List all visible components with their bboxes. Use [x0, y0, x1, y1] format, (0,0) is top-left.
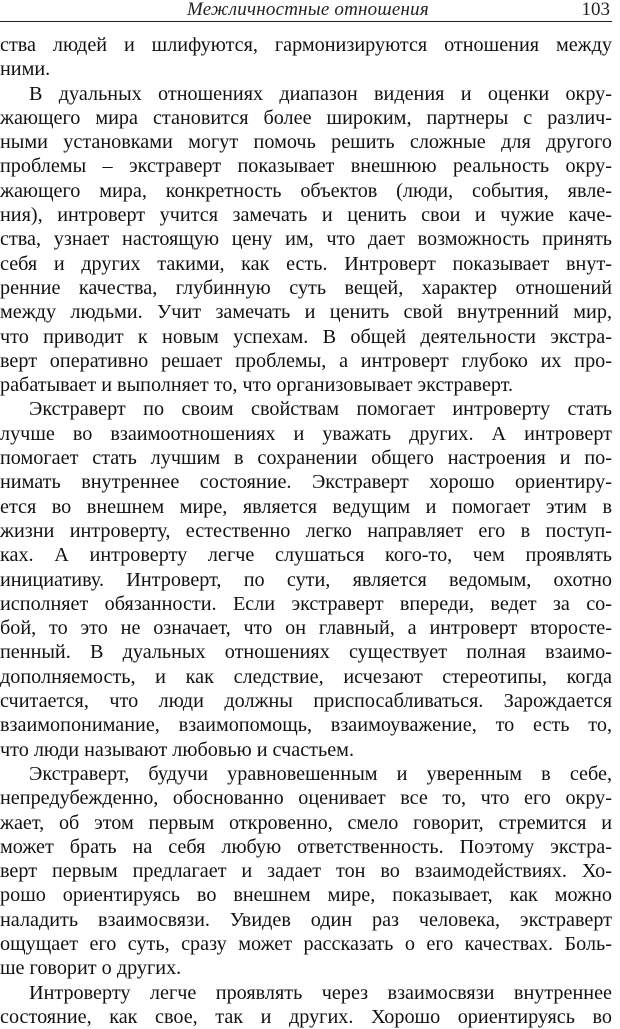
- text-line: ется во внешнем мире, является ведущим и помогает этим в: [0, 495, 612, 518]
- text-line: бой, то это не означает, что он главный, а интроверт второсте-: [0, 617, 612, 640]
- text-line: что люди называют любовью и счастьем.: [0, 738, 354, 761]
- text-line: жизни интроверту, естественно легко направляет его в поступ-: [0, 519, 612, 542]
- text-line: верт оперативно решает проблемы, а интроверт глубоко их про-: [0, 349, 612, 372]
- text-line: исполняет обязанности. Если экстраверт впереди, ведет за со-: [0, 592, 612, 615]
- chapter-title: Межличностные отношения: [187, 0, 429, 20]
- text-line: ства людей и шлифуются, гармонизируются отношения между: [0, 34, 612, 56]
- text-line: ными установками могут помочь решить сложные для другого: [0, 131, 612, 154]
- text-line: считается, что люди должны приспосабливаться. Зарождается: [0, 690, 612, 713]
- text-line: жает, об этом первым откровенно, смело говорит, стремится и: [0, 811, 612, 834]
- text-line: нимать внутреннее состояние. Экстраверт хорошо ориентиру-: [0, 471, 612, 494]
- text-line: лучше во взаимоотношениях и уважать других. А интроверт: [0, 422, 612, 445]
- text-line: помогает стать лучшим в сохранении общего настроения и по-: [0, 447, 612, 470]
- text-line: ках. А интроверту легче слушаться кого-то, чем проявлять: [0, 544, 612, 567]
- text-line: непредубежденно, обоснованно оценивает все то, что его окру-: [0, 787, 612, 810]
- text-line: ощущает его суть, сразу может рассказать о его качествах. Боль-: [0, 932, 612, 955]
- text-line: взаимопонимание, взаимопомощь, взаимоуважение, то есть то,: [0, 714, 612, 737]
- text-line: ния), интроверт учится замечать и ценить свои и чужие каче-: [0, 204, 612, 227]
- text-line: Экстраверт по своим свойствам помогает интроверту стать: [29, 398, 612, 421]
- text-line: верт первым предлагает и задает тон во взаимодействиях. Хо-: [0, 860, 612, 883]
- text-line: пенный. В дуальных отношениях существует полная взаимо-: [0, 641, 612, 664]
- page-number: 103: [581, 0, 610, 20]
- text-line: рошо ориентируясь во внешнем мире, показывает, как можно: [0, 884, 612, 907]
- text-line: дополняемость, и как следствие, исчезают стереотипы, когда: [0, 665, 612, 688]
- text-line: ними.: [0, 58, 51, 81]
- body-text: [0, 33, 612, 1029]
- text-line: инициативу. Интроверт, по сути, является ведомым, охотно: [0, 568, 612, 591]
- text-line: жающего мира становится более широким, партнеры с различ-: [0, 106, 612, 129]
- text-line: проблемы – экстраверт показывает внешнюю реальность окру-: [0, 155, 612, 178]
- text-line: наладить взаимосвязи. Увидев один раз человека, экстраверт: [0, 908, 612, 931]
- text-line: Экстраверт, будучи уравновешенным и уверенным в себе,: [29, 762, 612, 785]
- text-line: жающего мира, конкретность объектов (люди, события, явле-: [0, 179, 612, 202]
- running-header: [0, 0, 620, 22]
- header-divider: [0, 21, 612, 22]
- text-line: ше говорит о других.: [0, 957, 182, 980]
- text-line: рабатывает и выполняет то, что организовывает экстраверт.: [0, 374, 514, 397]
- text-line: между людьми. Учит замечать и ценить свой внутренний мир,: [0, 301, 612, 324]
- text-line: ства, узнает настоящую цену им, что дает возможность принять: [0, 228, 612, 251]
- text-line: Интроверту легче проявлять через взаимосвязи внутреннее: [29, 981, 612, 1004]
- text-line: В дуальных отношениях диапазон видения и оценки окру-: [29, 82, 612, 105]
- text-line: что приводит к новым успехам. В общей деятельности экстра-: [0, 325, 612, 348]
- text-line: состояние, как свое, так и других. Хорошо ориентируясь во: [0, 1005, 612, 1028]
- text-line: себя и других такими, как есть. Интроверт показывает внут-: [0, 252, 612, 275]
- text-line: ренние качества, глубинную суть вещей, характер отношений: [0, 276, 612, 299]
- text-line: может брать на себя любую ответственность. Поэтому экстра-: [0, 835, 612, 858]
